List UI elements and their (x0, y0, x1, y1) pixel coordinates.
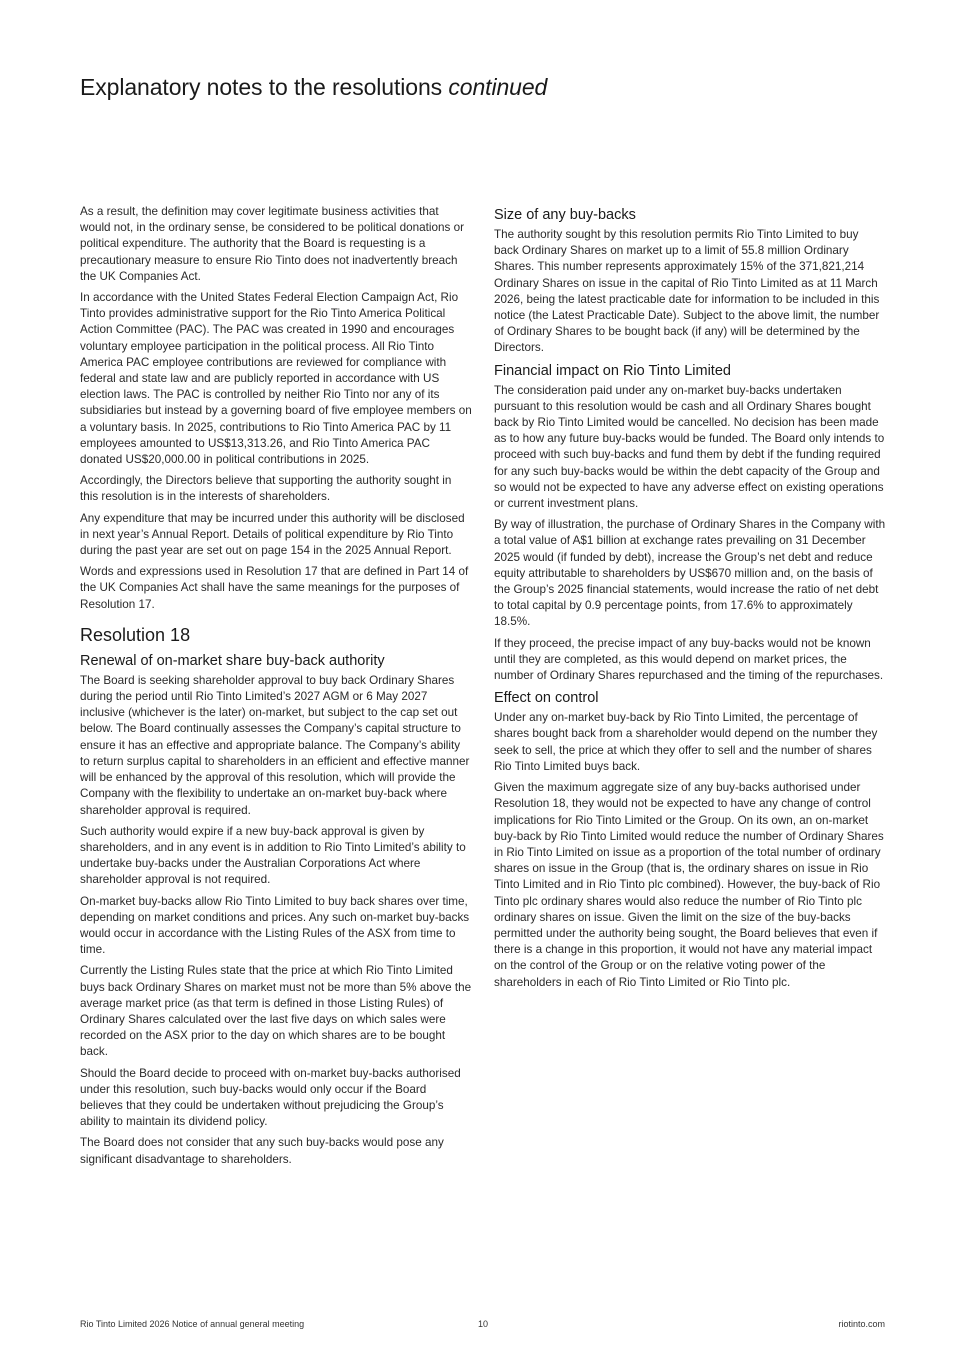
paragraph: Currently the Listing Rules state that the price at which Rio Tinto Limited buys back Ordinary Shares on market must not be more than 5% above the average market price (as that term is defined in those Listing Rules) of Ordinary Shares calculated over the last five days on which sales were recorded on the ASX prior to the day on which shares are to be bought back. (80, 964, 472, 1059)
page-title-suffix: continued (448, 74, 548, 100)
paragraph: The Board does not consider that any such buy-backs would pose any significant disadvantage to shareholders. (80, 1136, 444, 1166)
page-title (80, 74, 547, 101)
paragraph: Should the Board decide to proceed with on-market buy-backs authorised under this resolution, such buy-backs would only occur if the Board believes that they could be undertaken without prejudicing the Group’s ability to maintain its dividend policy. (80, 1066, 461, 1129)
paragraph: Any expenditure that may be incurred under this authority will be disclosed in next year’s Annual Report. Details of political expenditure by Rio Tinto during the past year are set out on page 154 in the 2025 Annual Report. (80, 511, 465, 558)
right-column (494, 204, 886, 996)
page-title-main: Explanatory notes to the resolutions (80, 74, 443, 100)
footer-page-number: 10 (478, 1319, 489, 1329)
paragraph: The consideration paid under any on-market buy-backs undertaken pursuant to this resolution would be cash and all Ordinary Shares bought back by Rio Tinto Limited would be cancelled. No decision has been made as to how any future buy-backs would be funded. The Board only intends to proceed with such buy-backs and fund them by debt if the funding required for any such buy-backs would be within the debt capacity of the Group and so would not be expected to have any adverse effect on existing operations or current investment plans. (494, 383, 885, 511)
paragraph: By way of illustration, the purchase of Ordinary Shares in the Company with a total value of A$1 billion at exchange rates prevailing on 31 December 2025 would (if funded by debt), increase the Group’s net debt and reduce equity attributable to shareholders by US$670 million and, on the basis of the Group’s 2025 financial statements, would increase the ratio of net debt to total capital by 0.9 percentage points, from 17.6% to approximately 18.5%. (494, 518, 886, 629)
financial-heading: Financial impact on Rio Tinto Limited (494, 362, 731, 379)
resolution-heading: Resolution 18 (80, 624, 191, 645)
paragraph: Given the maximum aggregate size of any buy-backs authorised under Resolution 18, they would not be expected to have any change of control implications for Rio Tinto Limited or the Group. On its own, an on-market buy-back by Rio Tinto Limited would reduce the number of Ordinary Shares in Rio Tinto Limited on issue as a proportion of the total number of ordinary shares on issue in the Group (that is, the ordinary shares on issue in Rio Tinto Limited and in Rio Tinto plc combined). However, the buy-back of Rio Tinto plc ordinary shares would also reduce the number of Rio Tinto plc ordinary shares on issue. Given the limit on the size of the buy-backs permitted under the authority being sought, the Board believes that even if there is a change in this proportion, it would not have any material impact on the control of the Group or on the relative voting power of the shareholders in each of Rio Tinto Limited or Rio Tinto plc. (494, 781, 884, 989)
paragraph: Under any on-market buy-back by Rio Tinto Limited, the percentage of shares bought back from a shareholder would depend on the number they seek to sell, the price at which they offer to sell and the number of shares Rio Tinto Limited buys back. (494, 711, 878, 773)
paragraph: Accordingly, the Directors believe that supporting the authority sought in this resolution is in the interests of shareholders. (80, 474, 452, 504)
left-column (80, 204, 472, 1173)
paragraph: The authority sought by this resolution permits Rio Tinto Limited to buy back Ordinary Shares on market up to a limit of 55.8 million Ordinary Shares. This number represents approximately 15% of the 371,821,214 Ordinary Shares on issue in the capital of Rio Tinto Limited as at 11 March 2026, being the latest practicable date for information to be included in this notice (the Latest Practicable Date). Subject to the above limit, the number of Ordinary Shares to be bought back (if any) will be determined by the Directors. (494, 228, 880, 355)
footer-document-title: Rio Tinto Limited 2026 Notice of annual general meeting (80, 1319, 305, 1329)
paragraph: If they proceed, the precise impact of any buy-backs would not be known until they are completed, as this would depend on market prices, the number of Ordinary Shares repurchased and the timing of the repurchases. (494, 636, 884, 683)
paragraph: As a result, the definition may cover legitimate business activities that would not, in the ordinary sense, be considered to be political donations or political expenditure. The authority that the Board is requesting is a precautionary measure to ensure Rio Tinto does not inadvertently breach the UK Companies Act. (80, 205, 464, 283)
paragraph: The Board is seeking shareholder approval to buy back Ordinary Shares during the period until Rio Tinto Limited’s 2027 AGM or 6 May 2027 inclusive (whichever is the later) on-market, but subject to the cap set out below. The Board continually assesses the Company’s capital structure to ensure it has an effective and appropriate balance. The Company’s ability to return surplus capital to shareholders in an efficient and effective manner will be enhanced by the approval of this resolution, which will provide the Company with the flexibility to undertake an on-market buy-back where shareholder approval is required. (80, 673, 470, 817)
section-heading: Renewal of on-market share buy-back authority (80, 652, 385, 669)
control-heading: Effect on control (494, 690, 599, 707)
footer-website-link[interactable]: riotinto.com (838, 1319, 885, 1329)
size-heading: Size of any buy-backs (494, 207, 636, 223)
paragraph: Such authority would expire if a new buy-back approval is given by shareholders, and in any event is in addition to Rio Tinto Limited’s ability to undertake buy-backs under the Australian Corporations Act where shareholder approval is not required. (80, 824, 466, 887)
paragraph: On-market buy-backs allow Rio Tinto Limited to buy back shares over time, depending on market conditions and prices. Any such on-market buy-backs would occur in accordance with the Listing Rules of the ASX from time to time. (80, 894, 470, 957)
paragraph: Words and expressions used in Resolution 17 that are defined in Part 14 of the UK Companies Act shall have the same meanings for the purposes of Resolution 17. (80, 565, 469, 611)
paragraph: In accordance with the United States Federal Election Campaign Act, Rio Tinto provides administrative support for the Rio Tinto America Political Action Committee (PAC). The PAC was created in 1990 and encourages voluntary employee participation in the political process. All Rio Tinto America PAC employee contributions are reviewed for compliance with federal and state law and are publicly reported in accordance with US election laws. The PAC is controlled by neither Rio Tinto nor any of its subsidiaries but instead by a governing board of five employee members on a voluntary basis. In 2025, contributions to Rio Tinto America PAC by 11 employees amounted to US$13,313.26, and Rio Tinto America PAC donated US$20,000.00 in political contributions in 2025. (80, 291, 472, 467)
